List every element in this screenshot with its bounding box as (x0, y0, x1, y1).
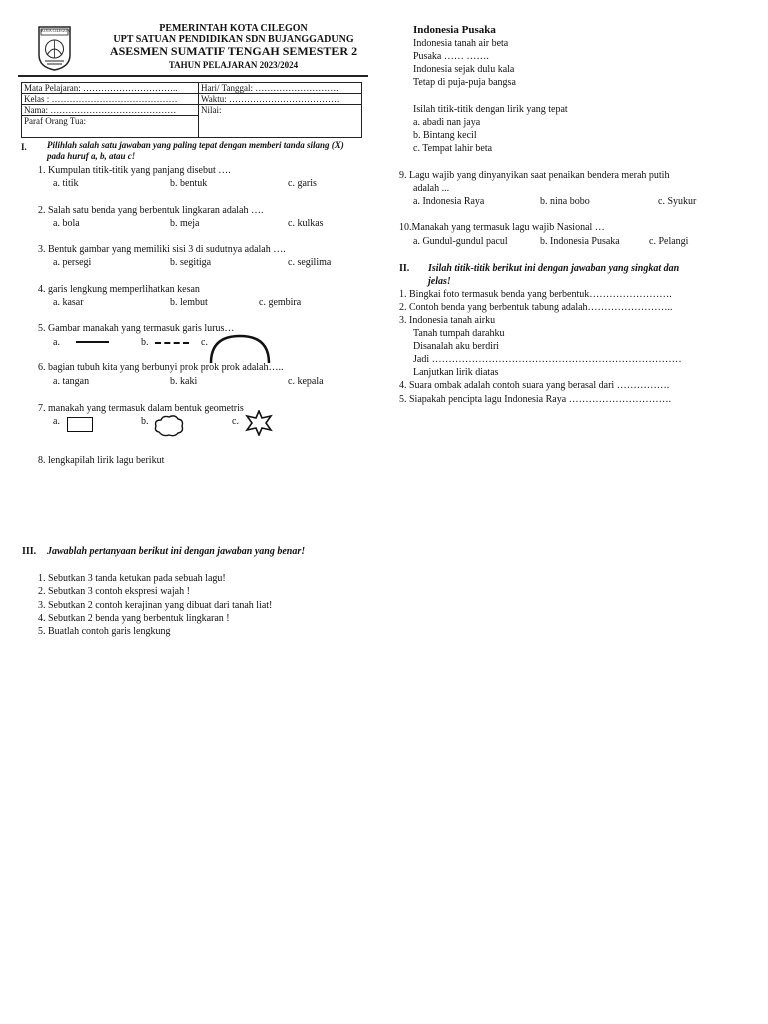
student-info-table (21, 82, 362, 138)
q9-option-b: b. nina bobo (540, 196, 590, 207)
section1-number: I. (21, 142, 27, 152)
song-title: Indonesia Pusaka (413, 24, 496, 36)
section2-instruction-2: jelas! (428, 276, 451, 287)
short-answer-5: 5. Siapakah pencipta lagu Indonesia Raya …………………………. (399, 394, 672, 405)
essay-1: 1. Sebutkan 3 tanda ketukan pada sebuah lagu! (38, 573, 226, 584)
essay-4: 4. Sebutkan 2 benda yang berbentuk lingkaran ! (38, 613, 230, 624)
q6-option-b: b. kaki (170, 376, 198, 387)
date-field: Hari/ Tanggal: ………………………. (199, 83, 362, 94)
q1-option-b: b. bentuk (170, 178, 208, 189)
question-4: 4. garis lengkung memperlihatkan kesan (38, 284, 200, 295)
score-field: Nilai: (199, 105, 362, 138)
q6-option-c: c. kepala (288, 376, 324, 387)
short-answer-1: 1. Bingkai foto termasuk benda yang berbentuk……………………. (399, 289, 672, 300)
fill-option-c: c. Tempat lahir beta (413, 143, 493, 154)
q5-option-c: c. (201, 337, 208, 348)
q7-option-b: b. (141, 416, 149, 427)
section3-number: III. (22, 546, 37, 557)
parent-signature-field: Paraf Orang Tua: (22, 116, 199, 138)
essay-5: 5. Buatlah contoh garis lengkung (38, 626, 171, 637)
header-line3: ASESMEN SUMATIF TENGAH SEMESTER 2 (109, 44, 358, 58)
q9-option-a: a. Indonesia Raya (413, 196, 485, 207)
q7-option-c: c. (232, 416, 239, 427)
section3-instruction: Jawablah pertanyaan berikut ini dengan jawaban yang benar! (47, 546, 306, 557)
q4-option-b: b. lembut (170, 297, 208, 308)
short-answer-3-line4: Jadi ………………………………………………………………… (413, 354, 682, 365)
section1-instruction-2: pada huruf a, b, atau c! (47, 151, 136, 161)
section2-instruction: Isilah titik-titik berikut ini dengan jawaban yang singkat dan (428, 263, 680, 274)
fill-instruction: Isilah titik-titik dengan lirik yang tepat (413, 104, 568, 115)
question-9: 9. Lagu wajib yang dinyanyikan saat penaikan bendera merah putih (399, 170, 670, 181)
q4-option-c: c. gembira (259, 297, 302, 308)
logo-text: KOTA CILEGON (41, 28, 71, 33)
header-line4: TAHUN PELAJARAN 2023/2024 (168, 60, 299, 70)
essay-3: 3. Sebutkan 2 contoh kerajinan yang dibuat dari tanah liat! (38, 600, 273, 611)
q7-option-a: a. (53, 416, 60, 427)
straight-line-shape (76, 341, 109, 343)
song-line-2: Pusaka …… ……. (413, 51, 489, 62)
class-field: Kelas : …………………………………… (22, 94, 199, 105)
q4-option-a: a. kasar (53, 297, 84, 308)
q10-option-c: c. Pelangi (649, 236, 689, 247)
question-1: 1. Kumpulan titik-titik yang panjang disebut …. (38, 165, 231, 176)
fill-option-a: a. abadi nan jaya (413, 117, 481, 128)
q5-option-b: b. (141, 337, 149, 348)
time-field: Waktu: ………………………………. (199, 94, 362, 105)
song-line-3: Indonesia sejak dulu kala (413, 64, 515, 75)
question-3: 3. Bentuk gambar yang memiliki sisi 3 di sudutnya adalah …. (38, 244, 286, 255)
q9-option-c: c. Syukur (658, 196, 697, 207)
q5-option-a: a. (53, 337, 60, 348)
section1-instruction: Pilihlah salah satu jawaban yang paling tepat dengan memberi tanda silang (X) (47, 140, 344, 150)
header-line1: PEMERINTAH KOTA CILEGON (159, 23, 308, 34)
q10-option-a: a. Gundul-gundul pacul (413, 236, 508, 247)
short-answer-2: 2. Contoh benda yang berbentuk tabung adalah…………………….. (399, 302, 673, 313)
star-shape (245, 410, 273, 441)
short-answer-3: 3. Indonesia tanah airku (399, 315, 496, 326)
header-rule (18, 75, 368, 77)
rectangle-shape (67, 417, 93, 432)
question-7: 7. manakah yang termasuk dalam bentuk geometris (38, 403, 244, 414)
question-10: 10.Manakah yang termasuk lagu wajib Nasional … (399, 222, 605, 233)
q3-option-c: c. segilima (288, 257, 332, 268)
short-answer-4: 4. Suara ombak adalah contoh suara yang berasal dari ……………. (399, 380, 670, 391)
q3-option-b: b. segitiga (170, 257, 212, 268)
cloud-shape (153, 414, 185, 443)
fill-option-b: b. Bintang kecil (413, 130, 477, 141)
question-5: 5. Gambar manakah yang termasuk garis lurus… (38, 323, 235, 334)
dashed-line-shape (155, 342, 189, 344)
short-answer-3-line5: Lanjutkan lirik diatas (413, 367, 499, 378)
q3-option-a: a. persegi (53, 257, 92, 268)
subject-field: Mata Pelajaran: ………………………….. (22, 83, 199, 94)
name-field: Nama: …………………………………… (22, 105, 199, 116)
short-answer-3-line2: Tanah tumpah darahku (413, 328, 505, 339)
question-2: 2. Salah satu benda yang berbentuk lingkaran adalah …. (38, 205, 264, 216)
header-line2: UPT SATUAN PENDIDIKAN SDN BUJANGGADUNG (113, 34, 354, 45)
q6-option-a: a. tangan (53, 376, 90, 387)
q1-option-a: a. titik (53, 178, 79, 189)
question-6: 6. bagian tubuh kita yang berbunyi prok prok prok adalah….. (38, 362, 284, 373)
q2-option-b: b. meja (170, 218, 200, 229)
question-8: 8. lengkapilah lirik lagu berikut (38, 455, 165, 466)
song-line-1: Indonesia tanah air beta (413, 38, 509, 49)
q2-option-a: a. bola (53, 218, 80, 229)
section2-number: II. (399, 263, 410, 274)
q2-option-c: c. kulkas (288, 218, 324, 229)
q1-option-c: c. garis (288, 178, 317, 189)
essay-2: 2. Sebutkan 3 contoh ekspresi wajah ! (38, 586, 190, 597)
q10-option-b: b. Indonesia Pusaka (540, 236, 620, 247)
short-answer-3-line3: Disanalah aku berdiri (413, 341, 500, 352)
song-line-4: Tetap di puja-puja bangsa (413, 77, 516, 88)
question-9-cont: adalah ... (413, 183, 450, 194)
